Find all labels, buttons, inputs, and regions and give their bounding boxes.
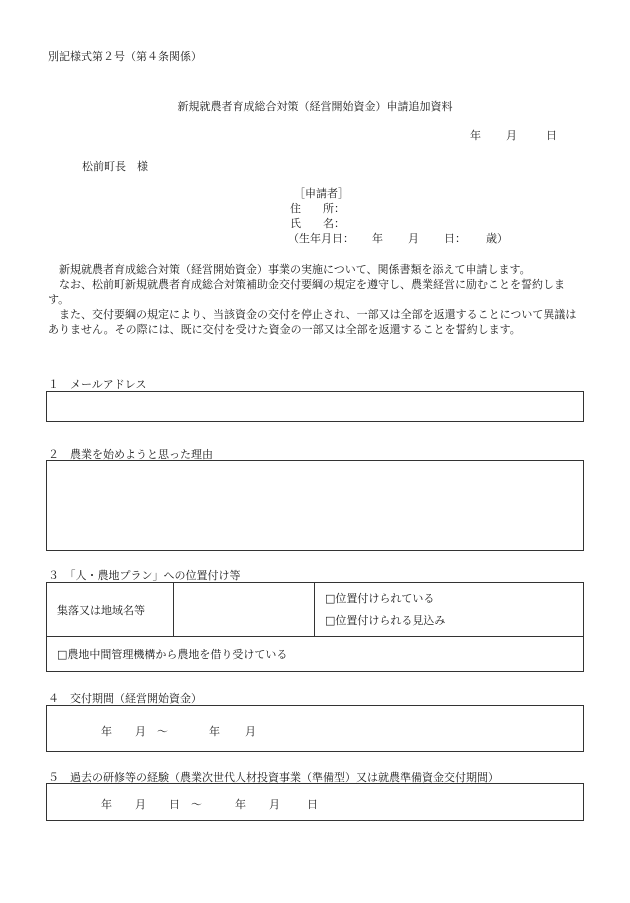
date-day-label: 日 [546, 129, 557, 142]
period-start-year: 年 [101, 725, 112, 738]
declaration-paragraph-3: また、交付要綱の規定により、当該資金の交付を停止され、一部又は全部を返還することについて異議はありません。その際には、既に交付を受けた資金の一部又は全部を返還することを誓約します。 [48, 308, 577, 336]
section-period-heading: ４ 交付期間（経営開始資金） [48, 692, 202, 705]
exp-end-month: 月 [269, 798, 280, 811]
experience-field[interactable] [46, 783, 584, 821]
experience-values [101, 796, 318, 812]
birth-day-label: 日： [444, 232, 466, 245]
plan-table [46, 582, 584, 672]
reason-field[interactable] [46, 460, 584, 551]
section-email-heading: １ メールアドレス [48, 378, 147, 391]
birth-year-label: 年 [372, 232, 383, 245]
form-number: 別記様式第２号（第４条関係） [48, 50, 202, 63]
exp-start-month: 月 [135, 798, 146, 811]
positioning-options-cell [315, 583, 584, 637]
applicant-address-label: 住 所： [290, 202, 345, 215]
declaration-paragraph-2: なお、松前町新規就農者育成総合対策補助金交付要綱の規定を遵守し、農業経営に励むことを誓約します。 [48, 278, 565, 306]
section-experience-heading: ５ 過去の研修等の経験（農業次世代人材投資事業（準備型）又は就農準備資金交付期間） [48, 771, 499, 784]
date-line [470, 127, 557, 143]
age-label: 歳） [486, 232, 508, 245]
applicant-block [288, 186, 508, 246]
document-title: 新規就農者育成総合対策（経営開始資金）申請追加資料 [177, 100, 453, 113]
area-label-cell [47, 583, 174, 637]
period-field[interactable] [46, 705, 584, 752]
option-positioned[interactable]: □位置付けられている [325, 591, 435, 605]
addressee: 松前町長 様 [82, 160, 148, 173]
exp-start-year: 年 [101, 798, 112, 811]
period-end-month: 月 [245, 725, 256, 738]
date-year-label: 年 [470, 129, 481, 142]
email-field[interactable] [46, 391, 584, 422]
date-month-label: 月 [506, 129, 517, 142]
birth-label: （生年月日： [288, 232, 354, 245]
period-end-year: 年 [209, 725, 220, 738]
area-value-cell[interactable] [174, 583, 315, 637]
intermediary-cell [47, 637, 584, 672]
option-intermediary[interactable]: □農地中間管理機構から農地を借り受けている [57, 648, 288, 661]
exp-start-day: 日 ～ [169, 798, 202, 811]
exp-end-year: 年 [235, 798, 246, 811]
declaration-paragraph-1: 新規就農者育成総合対策（経営開始資金）事業の実施について、関係書類を添えて申請します。 [59, 263, 531, 276]
area-label: 集落又は地域名等 [57, 603, 145, 617]
birth-month-label: 月 [408, 232, 419, 245]
period-start-month: 月 ～ [135, 725, 168, 738]
applicant-heading: ［申請者］ [294, 187, 349, 200]
option-expected[interactable]: □位置付けられる見込み [325, 613, 446, 627]
applicant-birth-line [288, 231, 508, 246]
period-values [101, 723, 256, 739]
section-reason-heading: ２ 農業を始めようと思った理由 [48, 448, 213, 461]
declaration-text [48, 262, 586, 337]
section-plan-heading: ３ 「人・農地プラン」への位置付け等 [48, 569, 241, 582]
exp-end-day: 日 [307, 798, 318, 811]
applicant-name-label: 氏 名： [290, 217, 345, 230]
